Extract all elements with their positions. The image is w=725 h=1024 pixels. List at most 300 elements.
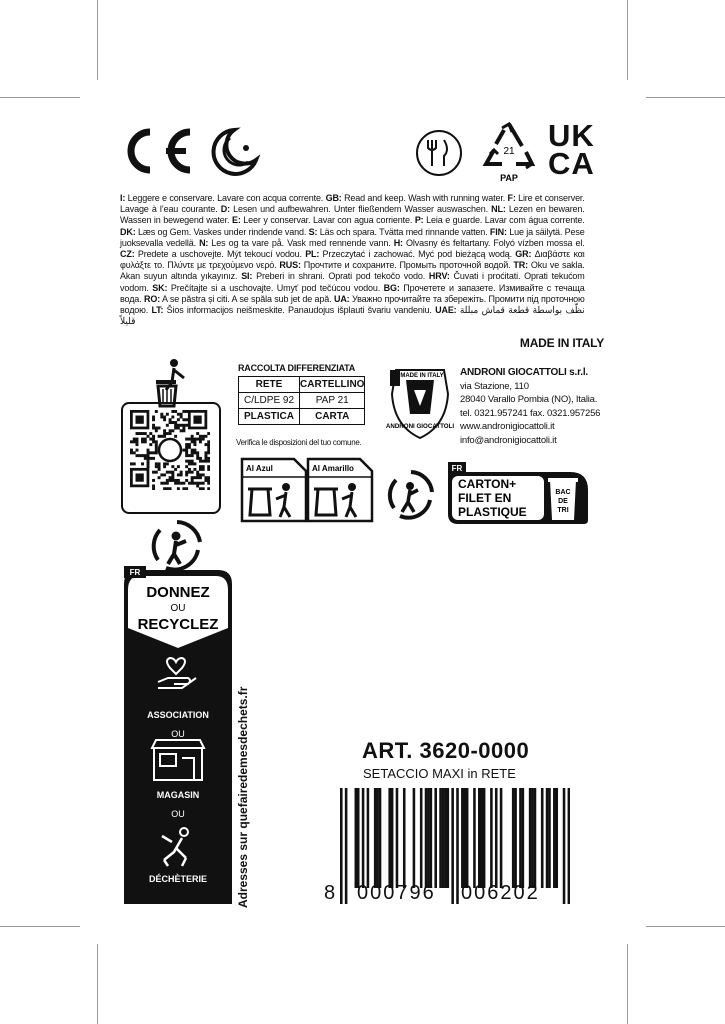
qr-module <box>202 465 205 468</box>
spain-sorting-bins <box>240 455 376 525</box>
language-code: I: <box>120 192 126 203</box>
qr-finder <box>136 416 144 424</box>
qr-module <box>171 410 174 413</box>
qr-module <box>152 416 155 419</box>
crop-mark <box>627 944 628 1024</box>
warning-text: Прочетете и запазете. Измивайте с течаща вода. <box>120 281 585 304</box>
language-code: F: <box>507 192 516 203</box>
qr-module <box>185 424 188 427</box>
moon-sun-icon <box>206 126 262 178</box>
qr-module <box>136 440 139 443</box>
qr-module <box>188 482 191 485</box>
qr-module <box>147 457 150 460</box>
barcode-bar <box>546 788 549 888</box>
language-code: SI: <box>241 270 253 282</box>
qr-module <box>130 440 133 443</box>
qr-module <box>155 471 158 474</box>
language-code: S: <box>308 225 318 237</box>
qr-module <box>185 446 188 449</box>
barcode-bar <box>388 788 391 888</box>
qr-module <box>196 482 199 485</box>
qr-module <box>199 468 202 471</box>
qr-module <box>160 416 163 419</box>
qr-module <box>136 443 139 446</box>
qr-module <box>193 476 196 479</box>
barcode-bar <box>379 788 382 888</box>
qr-module <box>193 482 196 485</box>
barcode-bar <box>512 788 515 888</box>
qr-module <box>160 473 163 476</box>
raccolta-cell: CARTA <box>300 409 365 425</box>
language-code: TR: <box>513 259 528 271</box>
qr-module <box>160 413 163 416</box>
fr-sorting-label <box>444 460 592 526</box>
qr-module <box>207 479 210 482</box>
language-code: GB: <box>325 192 342 203</box>
qr-module <box>160 482 163 485</box>
raccolta-header: CARTELLINO <box>300 377 365 393</box>
qr-module <box>152 484 155 487</box>
warning-text: Läs och spara. Tvätta med rinnande vatten. <box>317 225 490 237</box>
qr-module <box>158 468 161 471</box>
qr-module <box>207 449 210 452</box>
qr-finder <box>136 473 144 481</box>
qr-module <box>174 482 177 485</box>
barcode-bar <box>425 788 428 888</box>
qr-module <box>152 457 155 460</box>
qr-module <box>191 462 194 465</box>
qr-module <box>169 421 172 424</box>
ukca-bottom: CA <box>548 146 595 181</box>
qr-module <box>193 462 196 465</box>
qr-module <box>171 473 174 476</box>
qr-module <box>136 432 139 435</box>
qr-module <box>202 468 205 471</box>
language-code: SK: <box>152 281 168 293</box>
qr-module <box>182 487 185 490</box>
barcode-bar <box>427 788 430 888</box>
qr-module <box>207 465 210 468</box>
qr-module <box>188 468 191 471</box>
qr-module <box>163 416 166 419</box>
warning-text: Lire et conserver. Lavage à l’eau courante. <box>120 192 585 215</box>
qr-module <box>204 460 207 463</box>
qr-module <box>191 476 194 479</box>
qr-module <box>191 438 194 441</box>
qr-module <box>202 482 205 485</box>
product-name: SETACCIO MAXI in RETE <box>363 766 516 781</box>
qr-module <box>169 432 172 435</box>
language-code: E: <box>231 214 241 226</box>
crop-mark <box>0 97 80 98</box>
barcode-bar <box>563 788 566 904</box>
warning-text: Leggere e conservare. Lavare con acqua corrente. <box>125 192 326 203</box>
qr-module <box>182 429 185 432</box>
food-safe-icon <box>414 128 464 178</box>
qr-module <box>199 440 202 443</box>
qr-module <box>133 440 136 443</box>
qr-module <box>130 462 133 465</box>
qr-module <box>207 440 210 443</box>
qr-module <box>152 479 155 482</box>
qr-module <box>169 479 172 482</box>
barcode-bar <box>461 788 464 888</box>
qr-module <box>163 418 166 421</box>
language-code: FIN: <box>489 225 507 237</box>
warning-text: Read and keep. Wash with running water. <box>341 192 508 203</box>
warning-text: Διαβάστε και φυλάξτε το. Πλύντε με τρεχούμενο νερό. <box>120 248 585 271</box>
barcode-bar <box>495 788 498 888</box>
pap-label: PAP <box>500 173 518 183</box>
decheterie-text: DÉCHÈTERIE <box>148 874 208 884</box>
qr-module <box>158 427 161 430</box>
qr-module <box>147 454 150 457</box>
barcode-bar <box>357 788 360 888</box>
qr-module <box>191 435 194 438</box>
barcode-bar <box>403 788 406 888</box>
qr-module <box>136 438 139 441</box>
qr-module <box>160 435 163 438</box>
qr-module <box>180 473 183 476</box>
donnez-text: DONNEZ <box>146 584 210 601</box>
qr-module <box>196 473 199 476</box>
warning-text: Lesen und aufbewahren. Unter fließendem Wasser auswaschen. <box>229 203 492 215</box>
qr-module <box>196 471 199 474</box>
qr-module <box>144 440 147 443</box>
qr-module <box>185 451 188 454</box>
barcode-bar <box>434 788 437 888</box>
magasin-text: MAGASIN <box>156 790 200 800</box>
qr-module <box>191 449 194 452</box>
qr-module <box>171 479 174 482</box>
bin-text: DE <box>558 498 568 505</box>
qr-module <box>188 454 191 457</box>
qr-module <box>163 465 166 468</box>
warning-text: Prečítajte si a uschovajte. Umyť pod tečúcou vodou. <box>167 281 384 293</box>
crop-mark <box>97 0 98 80</box>
company-name: ANDRONI GIOCATTOLI s.r.l. <box>460 367 588 378</box>
qr-module <box>155 451 158 454</box>
qr-module <box>185 454 188 457</box>
qr-module <box>149 432 152 435</box>
qr-module <box>177 413 180 416</box>
qr-module <box>193 451 196 454</box>
qr-module <box>185 410 188 413</box>
qr-module <box>188 460 191 463</box>
qr-module <box>191 479 194 482</box>
language-code: RO: <box>143 292 161 304</box>
qr-module <box>171 476 174 479</box>
qr-module <box>174 435 177 438</box>
pap-code: 21 <box>503 146 515 157</box>
raccolta-cell: PAP 21 <box>300 393 365 409</box>
qr-module <box>169 476 172 479</box>
qr-module <box>141 432 144 435</box>
qr-module <box>185 443 188 446</box>
raccolta-table <box>238 376 365 425</box>
qr-module <box>182 427 185 430</box>
barcode-bar <box>473 788 476 888</box>
qr-module <box>141 440 144 443</box>
qr-finder <box>193 416 201 424</box>
barcode-bar <box>451 788 454 904</box>
qr-module <box>149 451 152 454</box>
qr-module <box>155 443 158 446</box>
ou-text: OU <box>171 809 185 819</box>
qr-module <box>136 449 139 452</box>
qr-module <box>204 451 207 454</box>
barcode-bar <box>413 788 416 888</box>
qr-module <box>199 435 202 438</box>
adresses-url: Adresses sur quefairedemesdechets.fr <box>236 686 250 908</box>
recyclez-text: RECYCLEZ <box>137 616 219 633</box>
barcode-bar <box>340 788 343 904</box>
ou-text: OU <box>171 729 185 739</box>
triman-icon <box>386 468 436 522</box>
qr-module <box>180 429 183 432</box>
barcode-bar <box>534 788 537 888</box>
qr-module <box>177 465 180 468</box>
raccolta-header: RETE <box>239 377 300 393</box>
qr-module <box>204 479 207 482</box>
qr-module <box>182 449 185 452</box>
language-code: N: <box>199 236 209 248</box>
qr-module <box>174 427 177 430</box>
qr-module <box>204 435 207 438</box>
association-text: ASSOCIATION <box>147 710 209 720</box>
qr-module <box>166 462 169 465</box>
qr-module <box>182 424 185 427</box>
qr-module <box>177 424 180 427</box>
qr-module <box>144 438 147 441</box>
qr-module <box>199 457 202 460</box>
ce-mark <box>120 124 196 178</box>
barcode-bar <box>396 788 399 888</box>
warning-text: Les og ta vare på. Vask med rennende vann. <box>208 236 394 248</box>
fr-carton: CARTON+ <box>458 477 517 491</box>
qr-module <box>147 451 150 454</box>
raccolta-title: RACCOLTA DIFFERENZIATA <box>238 363 356 373</box>
qr-module <box>180 482 183 485</box>
barcode-bar <box>548 788 551 888</box>
qr-module <box>166 424 169 427</box>
qr-module <box>130 451 133 454</box>
qr-module <box>185 449 188 452</box>
qr-module <box>155 449 158 452</box>
company-address: via Stazione, 110 <box>460 380 529 392</box>
company-email: info@andronigiocattoli.it <box>460 434 557 446</box>
qr-module <box>207 451 210 454</box>
qr-module <box>163 473 166 476</box>
language-code: NL: <box>491 203 506 215</box>
qr-module <box>155 465 158 468</box>
warning-text: Przeczytać i zachować. Myć pod bieżącą wodą. <box>319 248 516 260</box>
qr-module <box>152 451 155 454</box>
fr-panel-tag: FR <box>129 568 141 577</box>
barcode-bar <box>463 788 466 888</box>
qr-module <box>155 429 158 432</box>
company-phone: tel. 0321.957241 fax. 0321.957256 <box>460 407 601 419</box>
crop-mark <box>0 926 80 927</box>
qr-module <box>202 460 205 463</box>
crop-mark <box>97 944 98 1024</box>
qr-module <box>204 454 207 457</box>
qr-module <box>163 462 166 465</box>
qr-module <box>207 446 210 449</box>
barcode-bar <box>345 788 348 904</box>
qr-module <box>152 438 155 441</box>
language-code: HRV: <box>428 270 450 282</box>
language-code: GR: <box>515 248 532 260</box>
qr-module <box>149 438 152 441</box>
barcode-bar <box>355 788 358 888</box>
qr-module <box>185 465 188 468</box>
qr-module <box>207 482 210 485</box>
qr-module <box>158 465 161 468</box>
language-code: UAE: <box>435 304 457 316</box>
trash-bin-icon <box>150 358 194 408</box>
barcode-bar <box>529 788 532 888</box>
qr-module <box>141 454 144 457</box>
raccolta-cell: PLASTICA <box>239 409 300 425</box>
barcode-bar <box>376 788 379 888</box>
qr-module <box>136 454 139 457</box>
barcode-bar <box>478 788 481 888</box>
qr-module <box>171 471 174 474</box>
qr-module <box>171 465 174 468</box>
qr-module <box>180 413 183 416</box>
qr-module <box>180 424 183 427</box>
barcode-bar <box>500 788 503 888</box>
language-code: LT: <box>151 304 164 316</box>
qr-module <box>158 476 161 479</box>
qr-module <box>191 451 194 454</box>
qr-module <box>147 462 150 465</box>
qr-module <box>171 421 174 424</box>
ou-text: OU <box>170 603 186 614</box>
barcode-bar <box>430 788 433 888</box>
qr-module <box>199 476 202 479</box>
barcode-bar <box>456 788 459 904</box>
warning-text: Preberi in shrani. Oprati pod tekočo vodo. <box>252 270 429 282</box>
qr-module <box>188 471 191 474</box>
qr-module <box>177 479 180 482</box>
fr-filet: FILET EN <box>458 491 512 505</box>
barcode-bar <box>367 788 370 888</box>
qr-module <box>188 462 191 465</box>
warning-text: Læs og Gem. Vaskes under rindende vand. <box>135 225 309 237</box>
barcode-bar <box>483 788 486 888</box>
language-code: P: <box>414 214 424 226</box>
crop-mark <box>646 926 725 927</box>
qr-module <box>177 482 180 485</box>
barcode-bar <box>490 788 493 888</box>
company-info <box>460 366 600 448</box>
barcode-bar <box>362 788 365 888</box>
qr-module <box>133 462 136 465</box>
qr-module <box>185 438 188 441</box>
qr-module <box>174 421 177 424</box>
qr-module <box>163 429 166 432</box>
qr-module <box>199 465 202 468</box>
company-address: 28040 Varallo Pombia (NO), Italia. <box>460 394 598 406</box>
language-code: D: <box>220 203 230 215</box>
qr-module <box>204 476 207 479</box>
qr-module <box>147 460 150 463</box>
ukca-top: UK <box>548 118 595 153</box>
fr-donnez-recyclez-panel <box>124 566 232 904</box>
qr-module <box>158 435 161 438</box>
qr-module <box>152 487 155 490</box>
language-code: CZ: <box>120 248 135 260</box>
article-number: ART. 3620-0000 <box>362 738 530 763</box>
qr-module <box>207 457 210 460</box>
qr-module <box>158 462 161 465</box>
barcode-bar <box>555 788 558 888</box>
qr-module <box>166 413 169 416</box>
qr-module <box>185 460 188 463</box>
androni-logo <box>386 362 454 442</box>
barcode-right-digits: 006202 <box>461 882 540 904</box>
qr-module <box>133 438 136 441</box>
warning-text: Olvasny és feltartany. Folyó vízben mossa el. <box>402 236 585 248</box>
qr-code <box>130 410 210 490</box>
qr-module <box>171 429 174 432</box>
qr-module <box>169 471 172 474</box>
qr-module <box>144 432 147 435</box>
warning-text: Oku ve sakla. Akan suyun altında yıkayınız. <box>120 259 585 282</box>
barcode-bar <box>391 788 394 888</box>
qr-module <box>196 484 199 487</box>
qr-module <box>207 460 210 463</box>
qr-module <box>163 432 166 435</box>
crop-mark <box>646 97 725 98</box>
barcode-bar <box>439 788 442 888</box>
qr-module <box>204 443 207 446</box>
qr-module <box>163 435 166 438</box>
qr-module <box>152 427 155 430</box>
qr-module <box>155 446 158 449</box>
qr-module <box>152 418 155 421</box>
qr-module <box>193 449 196 452</box>
barcode-bar <box>514 788 517 888</box>
qr-module <box>133 451 136 454</box>
barcode-bar <box>466 788 469 888</box>
qr-module <box>174 468 177 471</box>
qr-module <box>169 429 172 432</box>
warning-text: A se păstra și citi. A se spăla sub jet de apă. <box>160 292 334 304</box>
qr-module <box>188 438 191 441</box>
language-code: H: <box>393 236 403 248</box>
qr-module <box>188 443 191 446</box>
barcode-bar <box>522 788 525 888</box>
qr-module <box>204 457 207 460</box>
qr-module <box>185 471 188 474</box>
qr-module <box>202 473 205 476</box>
qr-module <box>152 435 155 438</box>
warning-text: Leia e guarde. Lavar com água corrente. <box>423 214 585 226</box>
fr-tag: FR <box>451 464 463 473</box>
crop-mark <box>627 0 628 80</box>
qr-module <box>182 410 185 413</box>
qr-module <box>163 487 166 490</box>
qr-module <box>152 471 155 474</box>
qr-module <box>147 465 150 468</box>
barcode-bar <box>531 788 534 888</box>
multilingual-warnings <box>120 192 585 326</box>
barcode-bar <box>444 788 447 888</box>
qr-module <box>149 457 152 460</box>
